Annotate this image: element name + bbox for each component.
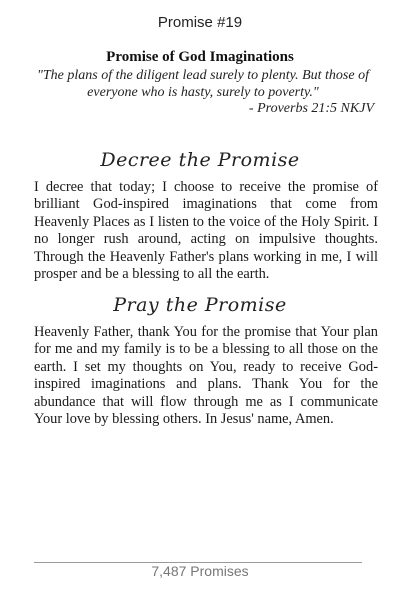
pray-heading: Pray the Promise [113,294,287,316]
scripture-verse: "The plans of the diligent lead surely to plenty. But those of everyone who is hasty, surely to poverty." [37,68,369,100]
footer-book-title: 7,487 Promises [151,563,249,579]
promise-title: Promise of God Imaginations [106,49,294,65]
decree-heading: Decree the Promise [100,149,300,171]
prayer-text: Heavenly Father, thank You for the promise that Your plan for me and my family is to be a blessing to all those on the earth. I set my thoughts on You, ready to receive God-inspired imaginations and plans. Thank You for the abundance that will flow through me as I communicate Your love by blessing others. In Jesus' name, Amen. [34,324,378,428]
decree-text: I decree that today; I choose to receive the promise of brilliant God-inspired imaginations that come from Heavenly Places as I listen to the voice of the Holy Spirit. I no longer rush around, acting on impulsive thoughts. Through the Heavenly Father's plans working in me, I will prosper and be a blessing to all the earth. [34,179,378,283]
page-number: Promise #19 [157,14,243,31]
scripture-reference: - Proverbs 21:5 NKJV [248,101,374,116]
